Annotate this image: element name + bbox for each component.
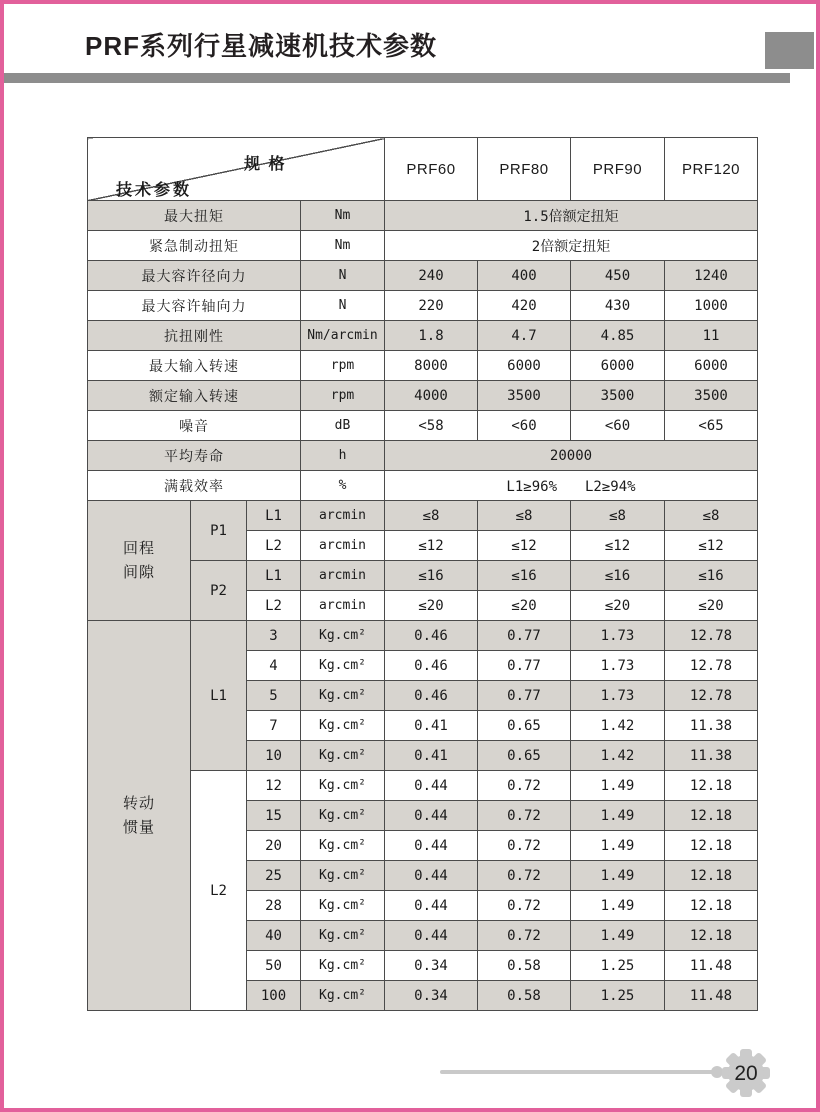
value-cell: 0.77: [478, 681, 571, 711]
value-cell: ≤12: [665, 531, 758, 561]
value-cell: 0.72: [478, 921, 571, 951]
value-cell: 0.77: [478, 621, 571, 651]
column-header-prf90: PRF90: [571, 138, 665, 201]
unit-cell: Kg.cm²: [301, 891, 385, 921]
title-underline-bar: [4, 73, 790, 83]
value-cell: ≤16: [385, 561, 478, 591]
value-cell: 1.49: [571, 891, 665, 921]
value-cell: 11.38: [665, 741, 758, 771]
page-number-gear-icon: [720, 1047, 772, 1099]
ratio-cell: 28: [247, 891, 301, 921]
unit-cell: Kg.cm²: [301, 981, 385, 1011]
value-cell: 1.49: [571, 861, 665, 891]
value-cell: 12.18: [665, 861, 758, 891]
value-cell: 6000: [571, 351, 665, 381]
value-cell: 0.41: [385, 741, 478, 771]
value-cell: 12.78: [665, 651, 758, 681]
value-cell: <60: [571, 411, 665, 441]
value-cell: 0.46: [385, 621, 478, 651]
value-cell: 0.77: [478, 651, 571, 681]
value-cell: ≤16: [478, 561, 571, 591]
unit-cell: dB: [301, 411, 385, 441]
header-corner-square: [765, 32, 814, 69]
row-label: 最大容许轴向力: [88, 291, 301, 321]
value-cell: ≤8: [478, 501, 571, 531]
value-cell: 220: [385, 291, 478, 321]
gear-svg: [720, 1047, 772, 1099]
value-cell: 1.25: [571, 981, 665, 1011]
unit-cell: arcmin: [301, 591, 385, 621]
value-cell: 0.72: [478, 771, 571, 801]
value-cell: ≤20: [665, 591, 758, 621]
row-label: 最大容许径向力: [88, 261, 301, 291]
value-cell: 0.41: [385, 711, 478, 741]
unit-cell: Kg.cm²: [301, 951, 385, 981]
value-cell: 0.44: [385, 891, 478, 921]
value-cell: ≤8: [571, 501, 665, 531]
value-cell: 0.72: [478, 801, 571, 831]
value-cell: 0.44: [385, 771, 478, 801]
row-label: 紧急制动扭矩: [88, 231, 301, 261]
unit-cell: Kg.cm²: [301, 861, 385, 891]
span-value-cell: 20000: [385, 441, 758, 471]
row-label: 抗扭刚性: [88, 321, 301, 351]
value-cell: 12.18: [665, 831, 758, 861]
value-cell: ≤8: [385, 501, 478, 531]
row-label: 满载效率: [88, 471, 301, 501]
value-cell: 420: [478, 291, 571, 321]
value-cell: 12.18: [665, 921, 758, 951]
table-corner-cell: [88, 138, 385, 201]
unit-cell: rpm: [301, 381, 385, 411]
value-cell: ≤12: [478, 531, 571, 561]
unit-cell: Kg.cm²: [301, 651, 385, 681]
value-cell: ≤16: [665, 561, 758, 591]
unit-cell: Kg.cm²: [301, 621, 385, 651]
ratio-cell: 12: [247, 771, 301, 801]
ratio-cell: 25: [247, 861, 301, 891]
value-cell: 1.73: [571, 621, 665, 651]
value-cell: 11.48: [665, 981, 758, 1011]
ratio-cell: 4: [247, 651, 301, 681]
backlash-p2-cell: P2: [191, 561, 247, 621]
value-cell: 430: [571, 291, 665, 321]
section-label-inertia: [88, 621, 191, 1011]
ratio-cell: 5: [247, 681, 301, 711]
value-cell: 12.78: [665, 681, 758, 711]
value-cell: ≤16: [571, 561, 665, 591]
value-cell: ≤20: [385, 591, 478, 621]
ratio-cell: 20: [247, 831, 301, 861]
value-cell: 3500: [478, 381, 571, 411]
backlash-p1-cell: P1: [191, 501, 247, 561]
value-cell: 1.49: [571, 921, 665, 951]
value-cell: 0.44: [385, 831, 478, 861]
unit-cell: Kg.cm²: [301, 741, 385, 771]
span-value-cell: L1≥96% L2≥94%: [385, 471, 758, 501]
span-value-cell: 1.5倍额定扭矩: [385, 201, 758, 231]
value-cell: 0.58: [478, 981, 571, 1011]
inertia-label-text: 转动惯量: [122, 794, 155, 836]
page-number: 20: [734, 1062, 758, 1085]
ratio-cell: 40: [247, 921, 301, 951]
value-cell: 1000: [665, 291, 758, 321]
value-cell: 11.38: [665, 711, 758, 741]
row-label: 噪音: [88, 411, 301, 441]
value-cell: 0.65: [478, 711, 571, 741]
value-cell: 1.42: [571, 741, 665, 771]
value-cell: 12.18: [665, 801, 758, 831]
unit-cell: N: [301, 261, 385, 291]
ratio-cell: 50: [247, 951, 301, 981]
value-cell: ≤20: [478, 591, 571, 621]
value-cell: 1.49: [571, 771, 665, 801]
value-cell: 400: [478, 261, 571, 291]
section-label-backlash: [88, 501, 191, 621]
value-cell: 4000: [385, 381, 478, 411]
value-cell: 0.65: [478, 741, 571, 771]
unit-cell: %: [301, 471, 385, 501]
value-cell: 11.48: [665, 951, 758, 981]
level-cell: L1: [247, 561, 301, 591]
value-cell: 0.72: [478, 891, 571, 921]
row-label: 平均寿命: [88, 441, 301, 471]
corner-spec-label: 规 格: [244, 156, 287, 173]
value-cell: 1.73: [571, 651, 665, 681]
value-cell: 3500: [571, 381, 665, 411]
value-cell: 0.72: [478, 861, 571, 891]
unit-cell: rpm: [301, 351, 385, 381]
value-cell: 0.44: [385, 801, 478, 831]
value-cell: ≤8: [665, 501, 758, 531]
column-header-prf120: PRF120: [665, 138, 758, 201]
value-cell: 1.8: [385, 321, 478, 351]
value-cell: 6000: [478, 351, 571, 381]
unit-cell: Nm: [301, 201, 385, 231]
ratio-cell: 100: [247, 981, 301, 1011]
level-cell: L2: [247, 591, 301, 621]
column-header-prf60: PRF60: [385, 138, 478, 201]
spec-table: [87, 137, 758, 1011]
value-cell: 450: [571, 261, 665, 291]
value-cell: 0.46: [385, 681, 478, 711]
value-cell: 3500: [665, 381, 758, 411]
span-value-cell: 2倍额定扭矩: [385, 231, 758, 261]
ratio-cell: 10: [247, 741, 301, 771]
value-cell: 6000: [665, 351, 758, 381]
value-cell: 4.7: [478, 321, 571, 351]
value-cell: ≤20: [571, 591, 665, 621]
page-title: PRF系列行星减速机技术参数: [85, 31, 438, 61]
value-cell: 0.34: [385, 951, 478, 981]
unit-cell: h: [301, 441, 385, 471]
ratio-cell: 3: [247, 621, 301, 651]
unit-cell: Kg.cm²: [301, 801, 385, 831]
unit-cell: Kg.cm²: [301, 921, 385, 951]
unit-cell: Nm: [301, 231, 385, 261]
value-cell: 240: [385, 261, 478, 291]
value-cell: 0.58: [478, 951, 571, 981]
value-cell: 1.42: [571, 711, 665, 741]
value-cell: 1.49: [571, 801, 665, 831]
value-cell: 1240: [665, 261, 758, 291]
inertia-l2-cell: L2: [191, 771, 247, 1011]
unit-cell: arcmin: [301, 531, 385, 561]
column-header-prf80: PRF80: [478, 138, 571, 201]
value-cell: 1.49: [571, 831, 665, 861]
value-cell: 4.85: [571, 321, 665, 351]
unit-cell: Kg.cm²: [301, 771, 385, 801]
ratio-cell: 15: [247, 801, 301, 831]
unit-cell: Nm/arcmin: [301, 321, 385, 351]
value-cell: 0.44: [385, 861, 478, 891]
level-cell: L1: [247, 501, 301, 531]
backlash-label-text: 回程间隙: [122, 539, 155, 581]
level-cell: L2: [247, 531, 301, 561]
footer-rule-line: [440, 1070, 716, 1074]
value-cell: <60: [478, 411, 571, 441]
unit-cell: N: [301, 291, 385, 321]
unit-cell: Kg.cm²: [301, 711, 385, 741]
value-cell: 1.25: [571, 951, 665, 981]
row-label: 额定输入转速: [88, 381, 301, 411]
value-cell: 0.46: [385, 651, 478, 681]
value-cell: 12.18: [665, 771, 758, 801]
value-cell: 12.18: [665, 891, 758, 921]
row-label: 最大扭矩: [88, 201, 301, 231]
inertia-l1-cell: L1: [191, 621, 247, 771]
value-cell: 1.73: [571, 681, 665, 711]
unit-cell: Kg.cm²: [301, 681, 385, 711]
ratio-cell: 7: [247, 711, 301, 741]
corner-param-label: 技术参数: [116, 182, 193, 199]
unit-cell: arcmin: [301, 501, 385, 531]
unit-cell: Kg.cm²: [301, 831, 385, 861]
value-cell: 11: [665, 321, 758, 351]
value-cell: ≤12: [571, 531, 665, 561]
value-cell: 0.44: [385, 921, 478, 951]
value-cell: 0.72: [478, 831, 571, 861]
value-cell: <65: [665, 411, 758, 441]
unit-cell: arcmin: [301, 561, 385, 591]
value-cell: <58: [385, 411, 478, 441]
value-cell: 12.78: [665, 621, 758, 651]
value-cell: 0.34: [385, 981, 478, 1011]
value-cell: ≤12: [385, 531, 478, 561]
row-label: 最大输入转速: [88, 351, 301, 381]
value-cell: 8000: [385, 351, 478, 381]
